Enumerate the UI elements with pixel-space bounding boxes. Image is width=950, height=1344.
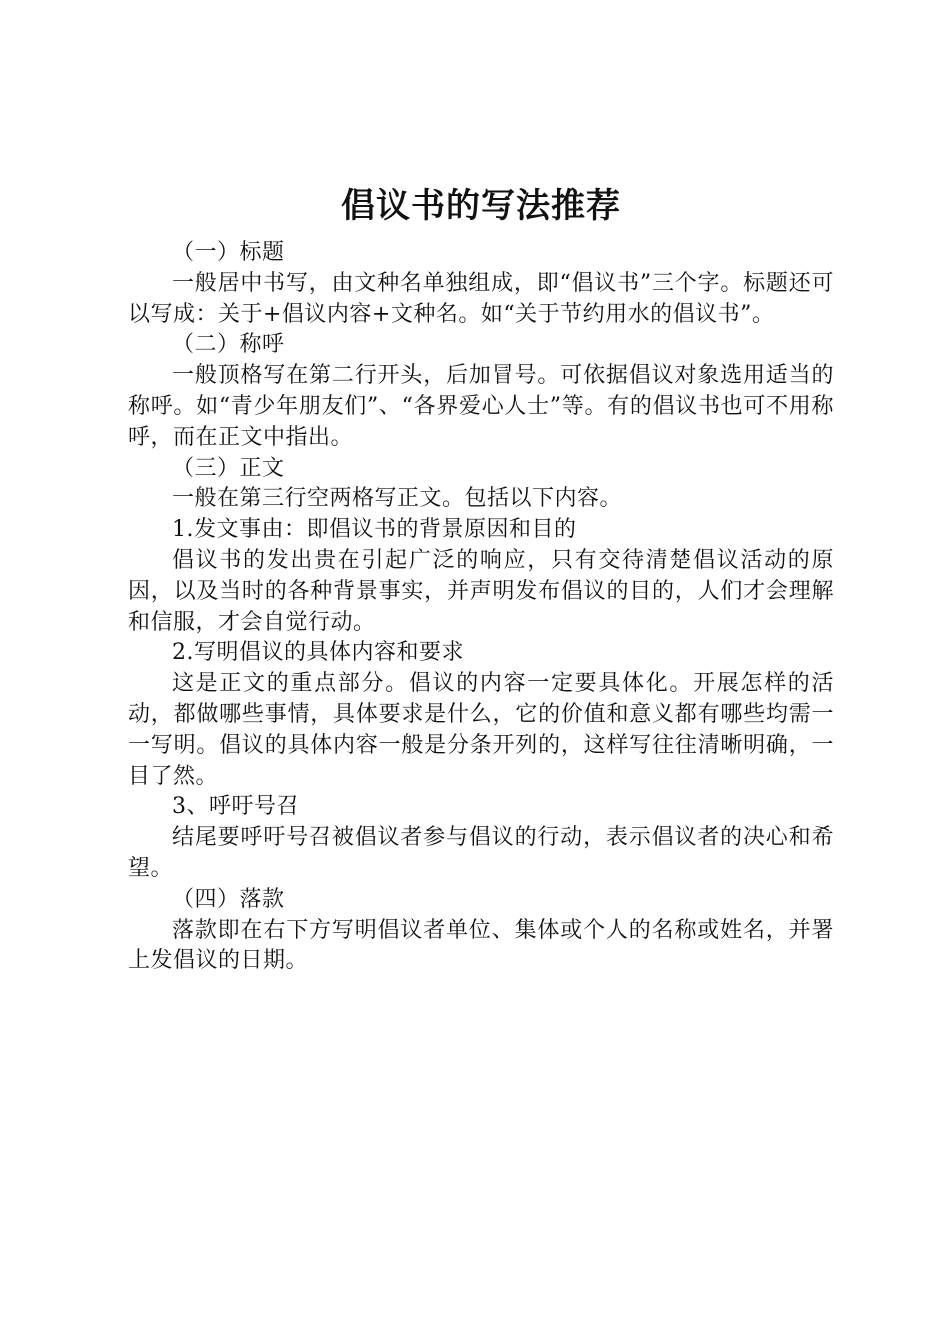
- paragraph: 结尾要呼吁号召被倡议者参与倡议的行动，表示倡议者的决心和希望。: [128, 825, 834, 881]
- paragraph: 一般居中书写，由文种名单独组成，即“倡议书”三个字。标题还可以写成：关于+倡议内容+文种名。如“关于节约用水的倡议书”。: [128, 270, 834, 327]
- paragraph: 一般顶格写在第二行开头，后加冒号。可依据倡议对象选用适当的称呼。如“青少年朋友们”、“各界爱心人士”等。有的倡议书也可不用称呼，而在正文中指出。: [128, 363, 834, 450]
- subheading: 2.写明倡议的具体内容和要求: [172, 640, 464, 666]
- paragraph: 倡议书的发出贵在引起广泛的响应，只有交待清楚倡议活动的原因，以及当时的各种背景事实，并声明发布倡议的目的，人们才会理解和信服，才会自觉行动。: [128, 547, 834, 635]
- paragraph: 一般在第三行空两格写正文。包括以下内容。: [172, 486, 623, 512]
- subheading: 1.发文事由：即倡议书的背景原因和目的: [172, 517, 577, 543]
- section-heading-title: （一）标题: [172, 240, 285, 265]
- document-title: 倡议书的写法推荐: [341, 186, 621, 226]
- subheading: 3、呼吁号召: [172, 794, 299, 820]
- document-body: [128, 178, 834, 977]
- section-heading-salutation: （二）称呼: [172, 332, 285, 358]
- section-heading-signature: （四）落款: [172, 886, 285, 912]
- paragraph: 落款即在右下方写明倡议者单位、集体或个人的名称或姓名，并署上发倡议的日期。: [128, 917, 834, 974]
- paragraph: 这是正文的重点部分。倡议的内容一定要具体化。开展怎样的活动，都做哪些事情，具体要求是什么，它的价值和意义都有哪些均需一一写明。倡议的具体内容一般是分条开列的，这样写往往清晰明确，一目了然。: [128, 671, 834, 789]
- section-heading-body: （三）正文: [172, 455, 285, 481]
